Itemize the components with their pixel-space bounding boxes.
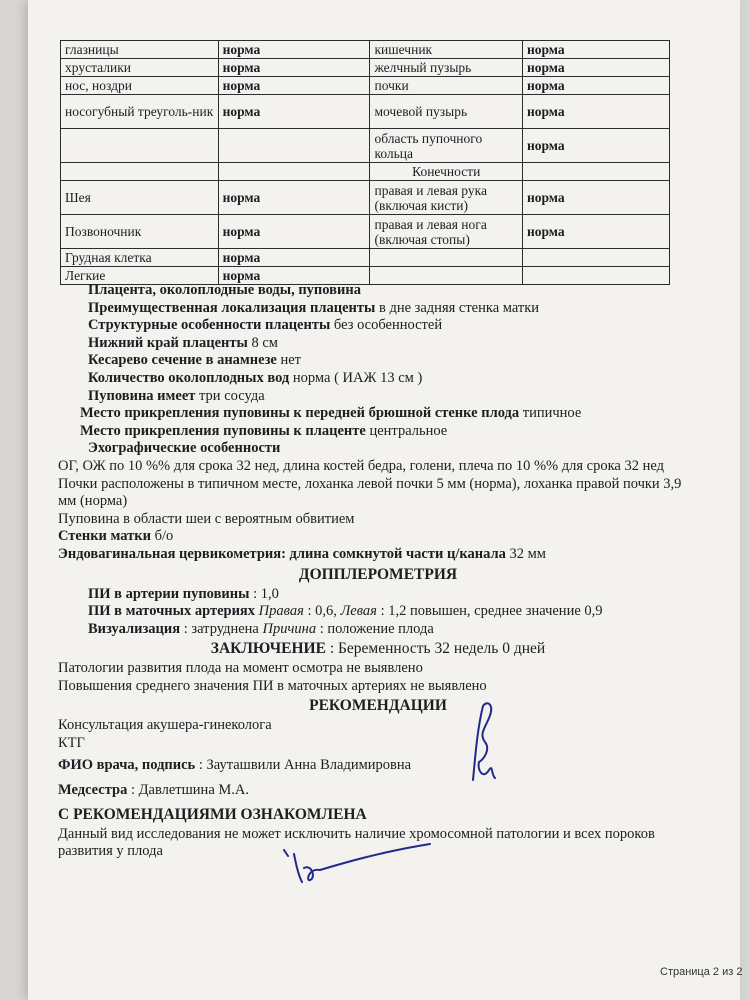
page-number: Страница 2 из 2 [660,966,743,978]
table-cell: норма [522,59,669,77]
echo-heading: Эхографические особенности [88,440,281,457]
pi-left-label: Левая [340,603,377,620]
patient-signature [280,838,440,888]
pi-cord-label: ПИ в артерии пуповины [88,585,250,602]
nurse-value: : Давлетшина М.А. [127,782,249,799]
fluid-label: Количество околоплодных вод [88,369,290,386]
table-cell: нос, ноздри [61,77,219,95]
disclaimer-text: Данный вид исследования не может исключить наличие хромосомной патологии и всех пороков развития у плода [58,825,655,860]
table-cell: Конечности [370,163,523,181]
table-cell: носогубный треуголь-ник [61,95,219,129]
placenta-struct-label: Структурные особенности плаценты [88,317,331,334]
table-cell [370,249,523,267]
table-row [61,77,670,95]
table-cell: норма [522,215,669,249]
table-cell: норма [218,95,370,129]
table-cell: норма [522,129,669,163]
doctor-value: : Зауташвили Анна Владимировна [195,756,412,773]
cord-plac-label: Место прикрепления пуповины к плаценте [80,422,366,439]
table-cell: почки [370,77,523,95]
table-cell: мочевой пузырь [370,95,523,129]
echo-line1: ОГ, ОЖ по 10 %% для срока 32 нед, длина костей бедра, голени, плеча по 10 %% для срока 32 нед [58,457,664,474]
cord-plac-value: центральное [365,422,448,439]
table-cell: норма [522,181,669,215]
pi-left-value: : 1,2 повышен, среднее значение 0,9 [376,603,603,620]
echo-line3: Пуповина в области шеи с вероятным обвитием [58,510,355,527]
table-cell: Позвоночник [61,215,219,249]
pi-right-value: : 0,6, [303,603,341,620]
cord-label: Пуповина имеет [88,387,196,404]
table-cell: норма [218,41,370,59]
placenta-edge-value: 8 см [247,334,278,351]
table-cell: норма [218,267,370,285]
table-cell [218,163,370,181]
placenta-edge-label: Нижний край плаценты [88,334,248,351]
table-row [61,215,670,249]
fluid-value: норма ( ИАЖ 13 см ) [289,369,423,386]
doppler-heading: ДОППЛЕРОМЕТРИЯ [298,565,458,583]
pi-uterine-label: ПИ в маточных артериях [88,603,256,620]
table-cell: Шея [61,181,219,215]
conclusion-heading: ЗАКЛЮЧЕНИЕ [210,640,326,658]
table-cell [218,129,370,163]
table-cell: норма [522,95,669,129]
table-cell: норма [218,249,370,267]
table-row [61,59,670,77]
placenta-struct-value: без особенностей [330,317,443,334]
table-cell: норма [218,215,370,249]
doctor-signature [455,700,515,790]
cervix-label: Эндовагинальная цервикометрия: длина сомкнутой части ц/канала [58,545,506,562]
recommendations-heading: РЕКОМЕНДАЦИИ [309,697,447,715]
table-cell: хрусталики [61,59,219,77]
table-row [61,129,670,163]
table-cell: область пупочного кольца [370,129,523,163]
placenta-loc-value: в дне задняя стенка матки [375,299,540,316]
table-cell [61,129,219,163]
vis-label: Визуализация [88,620,181,637]
conclusion-line2: Повышения среднего значения ПИ в маточных артериях не выявлено [58,677,487,694]
table-cell: норма [522,41,669,59]
table-cell: глазницы [61,41,219,59]
table-cell: правая и левая нога (включая стопы) [370,215,523,249]
table-row [61,163,670,181]
placenta-loc-label: Преимущественная локализация плаценты [88,299,376,316]
table-row [61,41,670,59]
table-cell: норма [522,77,669,95]
recommendation-2: КТГ [58,735,85,752]
table-cell: норма [218,77,370,95]
table-cell [522,163,669,181]
table-cell: Легкие [61,267,219,285]
pi-cord-value: : 1,0 [249,585,279,602]
table-cell: правая и левая рука (включая кисти) [370,181,523,215]
table-cell: Грудная клетка [61,249,219,267]
walls-value: б/о [151,528,174,545]
report-body [58,282,698,861]
anatomy-table [60,40,670,285]
placenta-heading: Плацента, околоплодные воды, пуповина [88,282,361,298]
table-row [61,181,670,215]
cs-value: нет [276,352,302,369]
table-cell [522,249,669,267]
table-cell: норма [218,181,370,215]
cord-value: три сосуда [195,387,265,404]
nurse-label: Медсестра [58,782,128,799]
vis-value: : затруднена [180,620,263,637]
conclusion-value: : Беременность 32 недель 0 дней [325,640,546,658]
table-cell: желчный пузырь [370,59,523,77]
ack-heading: С РЕКОМЕНДАЦИЯМИ ОЗНАКОМЛЕНА [58,805,367,823]
reason-value: : положение плода [316,620,434,637]
table-row [61,249,670,267]
table-cell: норма [218,59,370,77]
conclusion-line1: Патологии развития плода на момент осмотра не выявлено [58,660,423,677]
reason-label: Причина [262,620,317,637]
cervix-value: 32 мм [505,545,546,562]
cord-att-label: Место прикрепления пуповины к передней брюшной стенке плода [80,405,520,422]
recommendation-1: Консультация акушера-гинеколога [58,717,272,734]
walls-label: Стенки матки [58,528,152,545]
cord-att-value: типичное [519,405,582,422]
cs-label: Кесарево сечение в анамнезе [88,352,277,369]
table-cell: кишечник [370,41,523,59]
table-cell [61,163,219,181]
pi-right-label: Правая [255,603,304,620]
doctor-label: ФИО врача, подпись [58,756,196,773]
echo-line2: Почки расположены в типичном месте, лоханка левой почки 5 мм (норма), лоханка правой почки 3,9 мм (норма) [58,475,682,510]
table-row [61,95,670,129]
